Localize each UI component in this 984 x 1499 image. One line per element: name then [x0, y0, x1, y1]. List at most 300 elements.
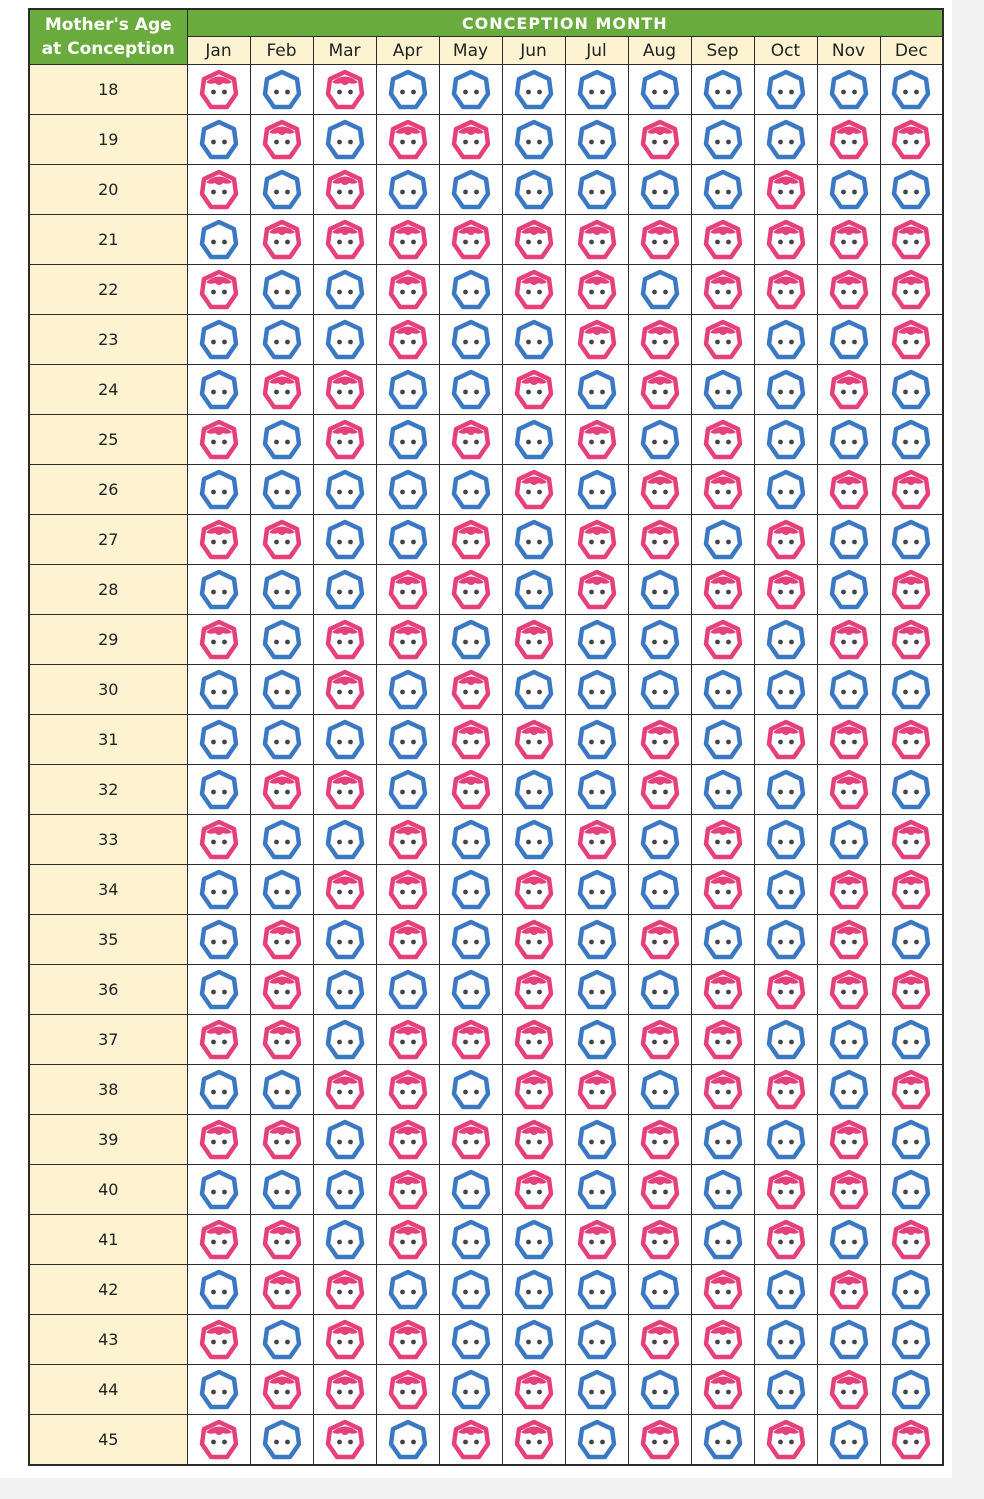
prediction-cell-nov — [817, 415, 880, 465]
girl-icon — [828, 369, 870, 411]
prediction-cell-nov — [817, 965, 880, 1015]
prediction-cell-jun — [502, 1265, 565, 1315]
boy-icon — [450, 169, 492, 211]
prediction-cell-may — [439, 1415, 502, 1466]
girl-icon — [387, 1219, 429, 1261]
girl-icon — [890, 119, 932, 161]
girl-icon — [387, 269, 429, 311]
boy-icon — [261, 1169, 303, 1211]
prediction-cell-oct — [754, 115, 817, 165]
month-header-mar: Mar — [313, 37, 376, 65]
boy-icon — [828, 169, 870, 211]
age-cell: 29 — [29, 615, 187, 665]
prediction-cell-jul — [565, 715, 628, 765]
prediction-cell-mar — [313, 1215, 376, 1265]
prediction-cell-nov — [817, 915, 880, 965]
girl-icon — [765, 1169, 807, 1211]
prediction-cell-feb — [250, 665, 313, 715]
prediction-cell-jan — [187, 565, 250, 615]
girl-icon — [702, 469, 744, 511]
boy-icon — [513, 319, 555, 361]
boy-icon — [324, 719, 366, 761]
boy-icon — [765, 669, 807, 711]
boy-icon — [639, 819, 681, 861]
prediction-cell-jan — [187, 765, 250, 815]
girl-icon — [765, 219, 807, 261]
boy-icon — [828, 1419, 870, 1461]
table-row — [29, 965, 943, 1015]
prediction-cell-feb — [250, 1265, 313, 1315]
boy-icon — [828, 1019, 870, 1061]
girl-icon — [513, 869, 555, 911]
prediction-cell-aug — [628, 1165, 691, 1215]
girl-icon — [890, 1069, 932, 1111]
prediction-cell-sep — [691, 565, 754, 615]
boy-icon — [261, 569, 303, 611]
age-cell: 45 — [29, 1415, 187, 1466]
prediction-cell-jan — [187, 815, 250, 865]
girl-icon — [828, 619, 870, 661]
prediction-cell-oct — [754, 515, 817, 565]
boy-icon — [765, 1369, 807, 1411]
age-cell: 25 — [29, 415, 187, 465]
prediction-cell-jan — [187, 515, 250, 565]
table-row — [29, 165, 943, 215]
prediction-cell-apr — [376, 315, 439, 365]
boy-icon — [324, 569, 366, 611]
prediction-cell-sep — [691, 1415, 754, 1466]
prediction-cell-jun — [502, 215, 565, 265]
prediction-cell-jun — [502, 415, 565, 465]
boy-icon — [702, 1119, 744, 1161]
boy-icon — [387, 169, 429, 211]
boy-icon — [198, 569, 240, 611]
girl-icon — [387, 1369, 429, 1411]
table-row — [29, 765, 943, 815]
table-row — [29, 565, 943, 615]
boy-icon — [828, 569, 870, 611]
boy-icon — [450, 969, 492, 1011]
prediction-cell-may — [439, 665, 502, 715]
prediction-cell-dec — [880, 965, 943, 1015]
table-row — [29, 815, 943, 865]
girl-icon — [576, 1219, 618, 1261]
age-cell: 23 — [29, 315, 187, 365]
boy-icon — [513, 69, 555, 111]
prediction-cell-may — [439, 715, 502, 765]
prediction-cell-jan — [187, 715, 250, 765]
prediction-cell-mar — [313, 365, 376, 415]
girl-icon — [198, 619, 240, 661]
prediction-cell-jun — [502, 1415, 565, 1466]
prediction-cell-aug — [628, 1365, 691, 1415]
girl-icon — [765, 519, 807, 561]
boy-icon — [890, 69, 932, 111]
prediction-cell-dec — [880, 1215, 943, 1265]
prediction-cell-apr — [376, 465, 439, 515]
prediction-cell-aug — [628, 365, 691, 415]
boy-icon — [513, 769, 555, 811]
prediction-cell-apr — [376, 1415, 439, 1466]
prediction-cell-jul — [565, 1415, 628, 1466]
age-cell: 26 — [29, 465, 187, 515]
prediction-cell-dec — [880, 1365, 943, 1415]
prediction-cell-sep — [691, 1365, 754, 1415]
girl-icon — [324, 369, 366, 411]
boy-icon — [387, 1269, 429, 1311]
girl-icon — [450, 719, 492, 761]
prediction-cell-dec — [880, 815, 943, 865]
prediction-cell-may — [439, 765, 502, 815]
prediction-cell-mar — [313, 1165, 376, 1215]
prediction-cell-dec — [880, 1315, 943, 1365]
boy-icon — [450, 69, 492, 111]
prediction-cell-aug — [628, 815, 691, 865]
prediction-cell-feb — [250, 265, 313, 315]
prediction-cell-jul — [565, 165, 628, 215]
girl-icon — [324, 1419, 366, 1461]
boy-icon — [198, 869, 240, 911]
boy-icon — [387, 719, 429, 761]
girl-icon — [450, 519, 492, 561]
boy-icon — [702, 719, 744, 761]
boy-icon — [324, 1119, 366, 1161]
boy-icon — [702, 369, 744, 411]
girl-icon — [261, 119, 303, 161]
age-cell: 37 — [29, 1015, 187, 1065]
prediction-cell-mar — [313, 515, 376, 565]
boy-icon — [198, 319, 240, 361]
prediction-cell-sep — [691, 365, 754, 415]
girl-icon — [576, 1069, 618, 1111]
girl-icon — [576, 819, 618, 861]
boy-icon — [576, 369, 618, 411]
table-row — [29, 265, 943, 315]
girl-icon — [198, 69, 240, 111]
boy-icon — [828, 519, 870, 561]
girl-icon — [198, 419, 240, 461]
prediction-cell-aug — [628, 415, 691, 465]
prediction-cell-may — [439, 1165, 502, 1215]
age-cell: 33 — [29, 815, 187, 865]
prediction-cell-oct — [754, 1065, 817, 1115]
girl-icon — [639, 1019, 681, 1061]
prediction-cell-may — [439, 1215, 502, 1265]
boy-icon — [639, 1269, 681, 1311]
girl-icon — [890, 269, 932, 311]
prediction-cell-sep — [691, 265, 754, 315]
prediction-cell-dec — [880, 315, 943, 365]
boy-icon — [513, 119, 555, 161]
prediction-cell-jul — [565, 1065, 628, 1115]
prediction-cell-may — [439, 265, 502, 315]
prediction-cell-sep — [691, 1265, 754, 1315]
boy-icon — [261, 419, 303, 461]
girl-icon — [702, 869, 744, 911]
boy-icon — [387, 469, 429, 511]
prediction-cell-may — [439, 615, 502, 665]
prediction-cell-sep — [691, 115, 754, 165]
girl-icon — [639, 1419, 681, 1461]
gender-prediction-chart — [28, 8, 944, 1466]
prediction-cell-dec — [880, 165, 943, 215]
prediction-cell-nov — [817, 565, 880, 615]
girl-icon — [890, 719, 932, 761]
table-row — [29, 1315, 943, 1365]
prediction-cell-nov — [817, 1015, 880, 1065]
table-row — [29, 315, 943, 365]
prediction-cell-mar — [313, 165, 376, 215]
prediction-cell-jan — [187, 1165, 250, 1215]
prediction-cell-mar — [313, 765, 376, 815]
boy-icon — [890, 1019, 932, 1061]
prediction-cell-apr — [376, 65, 439, 115]
prediction-cell-may — [439, 515, 502, 565]
boy-icon — [261, 269, 303, 311]
prediction-cell-sep — [691, 965, 754, 1015]
prediction-cell-jun — [502, 65, 565, 115]
girl-icon — [513, 269, 555, 311]
prediction-cell-apr — [376, 865, 439, 915]
boy-icon — [513, 569, 555, 611]
boy-icon — [450, 369, 492, 411]
prediction-cell-sep — [691, 65, 754, 115]
boy-icon — [639, 1369, 681, 1411]
table-row — [29, 1165, 943, 1215]
boy-icon — [261, 619, 303, 661]
prediction-cell-jul — [565, 915, 628, 965]
girl-icon — [387, 1019, 429, 1061]
prediction-cell-feb — [250, 215, 313, 265]
prediction-cell-jul — [565, 315, 628, 365]
prediction-cell-feb — [250, 115, 313, 165]
prediction-cell-jul — [565, 415, 628, 465]
prediction-cell-aug — [628, 1265, 691, 1315]
prediction-cell-sep — [691, 315, 754, 365]
girl-icon — [261, 219, 303, 261]
prediction-cell-jan — [187, 115, 250, 165]
girl-icon — [261, 1119, 303, 1161]
prediction-cell-aug — [628, 1015, 691, 1065]
month-header-apr: Apr — [376, 37, 439, 65]
prediction-cell-dec — [880, 1115, 943, 1165]
prediction-cell-may — [439, 115, 502, 165]
prediction-cell-dec — [880, 415, 943, 465]
prediction-cell-nov — [817, 515, 880, 565]
girl-icon — [639, 219, 681, 261]
girl-icon — [513, 1369, 555, 1411]
month-header-jun: Jun — [502, 37, 565, 65]
boy-icon — [576, 669, 618, 711]
prediction-cell-may — [439, 815, 502, 865]
boy-icon — [765, 1019, 807, 1061]
prediction-cell-dec — [880, 1415, 943, 1466]
prediction-cell-jan — [187, 1115, 250, 1165]
girl-icon — [387, 1069, 429, 1111]
boy-icon — [198, 669, 240, 711]
table-row — [29, 1115, 943, 1165]
girl-icon — [513, 469, 555, 511]
table-row — [29, 1015, 943, 1065]
age-cell: 40 — [29, 1165, 187, 1215]
prediction-cell-dec — [880, 465, 943, 515]
prediction-cell-feb — [250, 1165, 313, 1215]
month-header-feb: Feb — [250, 37, 313, 65]
prediction-cell-may — [439, 1065, 502, 1115]
girl-icon — [450, 569, 492, 611]
girl-icon — [261, 969, 303, 1011]
prediction-cell-feb — [250, 965, 313, 1015]
prediction-cell-nov — [817, 1315, 880, 1365]
boy-icon — [261, 1319, 303, 1361]
boy-icon — [450, 1219, 492, 1261]
girl-icon — [324, 219, 366, 261]
boy-icon — [702, 1419, 744, 1461]
prediction-cell-jul — [565, 515, 628, 565]
girl-icon — [702, 1269, 744, 1311]
girl-icon — [513, 369, 555, 411]
boy-icon — [639, 619, 681, 661]
prediction-cell-nov — [817, 815, 880, 865]
prediction-cell-sep — [691, 415, 754, 465]
boy-icon — [890, 1119, 932, 1161]
prediction-cell-mar — [313, 465, 376, 515]
prediction-cell-jan — [187, 415, 250, 465]
age-cell: 20 — [29, 165, 187, 215]
girl-icon — [450, 219, 492, 261]
girl-icon — [387, 1119, 429, 1161]
prediction-cell-oct — [754, 1365, 817, 1415]
prediction-cell-jul — [565, 1315, 628, 1365]
girl-icon — [702, 819, 744, 861]
girl-icon — [324, 619, 366, 661]
girl-icon — [639, 719, 681, 761]
prediction-cell-nov — [817, 165, 880, 215]
prediction-cell-mar — [313, 815, 376, 865]
prediction-cell-dec — [880, 1015, 943, 1065]
table-row — [29, 715, 943, 765]
girl-icon — [513, 619, 555, 661]
prediction-cell-jan — [187, 665, 250, 715]
prediction-cell-jan — [187, 265, 250, 315]
boy-icon — [890, 769, 932, 811]
prediction-cell-apr — [376, 565, 439, 615]
prediction-cell-jun — [502, 915, 565, 965]
prediction-cell-apr — [376, 415, 439, 465]
prediction-cell-sep — [691, 215, 754, 265]
prediction-cell-may — [439, 1115, 502, 1165]
prediction-cell-mar — [313, 615, 376, 665]
prediction-cell-jul — [565, 665, 628, 715]
prediction-cell-apr — [376, 1215, 439, 1265]
prediction-cell-dec — [880, 865, 943, 915]
girl-icon — [639, 119, 681, 161]
prediction-cell-aug — [628, 915, 691, 965]
girl-icon — [890, 219, 932, 261]
boy-icon — [450, 1319, 492, 1361]
prediction-cell-jun — [502, 865, 565, 915]
boy-icon — [828, 1219, 870, 1261]
girl-icon — [387, 869, 429, 911]
prediction-cell-jun — [502, 665, 565, 715]
boy-icon — [702, 919, 744, 961]
boy-icon — [387, 669, 429, 711]
table-row — [29, 215, 943, 265]
boy-icon — [450, 269, 492, 311]
prediction-cell-aug — [628, 115, 691, 165]
girl-icon — [261, 1219, 303, 1261]
prediction-cell-jan — [187, 365, 250, 415]
girl-icon — [576, 519, 618, 561]
age-cell: 19 — [29, 115, 187, 165]
prediction-cell-jan — [187, 1415, 250, 1466]
boy-icon — [198, 1069, 240, 1111]
prediction-cell-sep — [691, 515, 754, 565]
prediction-cell-aug — [628, 965, 691, 1015]
prediction-cell-jan — [187, 1215, 250, 1265]
prediction-cell-feb — [250, 765, 313, 815]
prediction-cell-oct — [754, 1415, 817, 1466]
prediction-cell-apr — [376, 815, 439, 865]
boy-icon — [639, 69, 681, 111]
prediction-cell-may — [439, 565, 502, 615]
prediction-cell-dec — [880, 1265, 943, 1315]
girl-icon — [639, 769, 681, 811]
prediction-cell-feb — [250, 1365, 313, 1415]
prediction-cell-nov — [817, 115, 880, 165]
girl-icon — [198, 1119, 240, 1161]
girl-icon — [828, 269, 870, 311]
prediction-cell-jan — [187, 215, 250, 265]
conception-month-title — [187, 9, 943, 37]
boy-icon — [576, 1269, 618, 1311]
prediction-cell-oct — [754, 665, 817, 715]
prediction-cell-apr — [376, 1165, 439, 1215]
boy-icon — [576, 719, 618, 761]
prediction-cell-aug — [628, 1065, 691, 1115]
girl-icon — [639, 919, 681, 961]
table-row — [29, 465, 943, 515]
prediction-cell-dec — [880, 265, 943, 315]
girl-icon — [765, 1419, 807, 1461]
prediction-cell-aug — [628, 1415, 691, 1466]
prediction-cell-jul — [565, 365, 628, 415]
age-cell: 44 — [29, 1365, 187, 1415]
table-row — [29, 415, 943, 465]
girl-icon — [765, 169, 807, 211]
girl-icon — [702, 619, 744, 661]
table-row — [29, 615, 943, 665]
prediction-cell-aug — [628, 465, 691, 515]
boy-icon — [576, 769, 618, 811]
prediction-cell-jun — [502, 965, 565, 1015]
girl-icon — [828, 1119, 870, 1161]
boy-icon — [198, 1369, 240, 1411]
girl-icon — [702, 569, 744, 611]
boy-icon — [324, 1219, 366, 1261]
girl-icon — [387, 219, 429, 261]
boy-icon — [576, 619, 618, 661]
prediction-cell-jul — [565, 1265, 628, 1315]
prediction-cell-feb — [250, 615, 313, 665]
girl-icon — [513, 1069, 555, 1111]
boy-icon — [576, 1419, 618, 1461]
month-header-oct: Oct — [754, 37, 817, 65]
prediction-cell-apr — [376, 215, 439, 265]
boy-icon — [198, 369, 240, 411]
prediction-cell-jun — [502, 165, 565, 215]
boy-icon — [702, 1169, 744, 1211]
